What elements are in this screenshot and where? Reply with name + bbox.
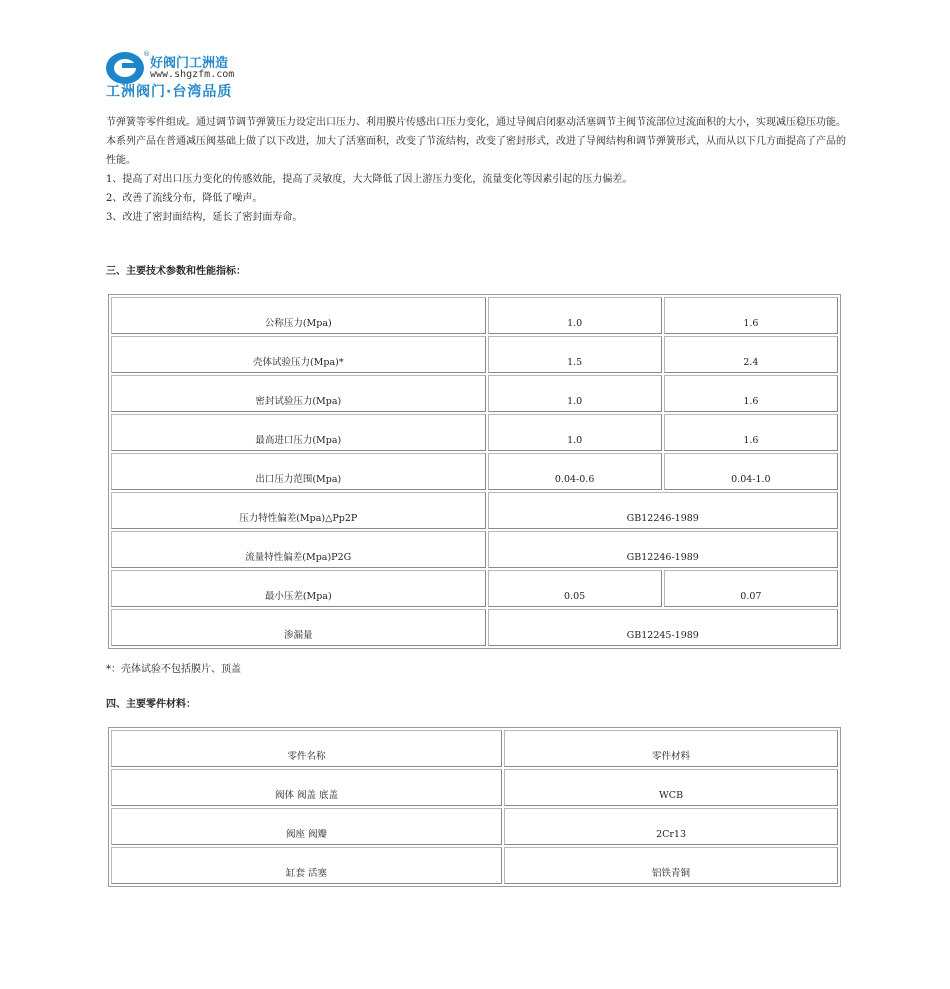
- value-cell: 1.0: [488, 414, 662, 451]
- logo-tagline: 好阀门工洲造: [150, 56, 229, 71]
- logo-url: www.shgzfm.com: [150, 69, 235, 80]
- part-name-cell: 缸套 活塞: [111, 847, 502, 884]
- table-row: [111, 492, 838, 529]
- table-row: [111, 769, 838, 806]
- table-row: [111, 570, 838, 607]
- table-row: [111, 609, 838, 646]
- logo-brand: 工洲阀门·台湾品质: [106, 84, 233, 100]
- header-cell: 零件名称: [111, 730, 502, 767]
- value-cell: 1.0: [488, 375, 662, 412]
- material-cell: 铝铁青铜: [504, 847, 838, 884]
- table-row: [111, 414, 838, 451]
- section3-heading: 三、主要技术参数和性能指标：: [106, 266, 246, 277]
- value-cell: 1.6: [664, 297, 838, 334]
- standard-cell: GB12246-1989: [488, 492, 838, 529]
- registered-mark: ®: [143, 50, 150, 58]
- value-cell: 0.04-1.0: [664, 453, 838, 490]
- footnote: *：壳体试验不包括膜片、顶盖: [106, 664, 241, 675]
- value-cell: 1.0: [488, 297, 662, 334]
- param-name-cell: 流量特性偏差(Mpa)P2G: [111, 531, 486, 568]
- section4-heading: 四、主要零件材料：: [106, 699, 196, 710]
- value-cell: 0.07: [664, 570, 838, 607]
- standard-cell: GB12245-1989: [488, 609, 838, 646]
- table-row: [111, 531, 838, 568]
- param-name-cell: 压力特性偏差(Mpa)△Pp2P: [111, 492, 486, 529]
- table-row: [111, 730, 838, 767]
- table-row: [111, 847, 838, 884]
- param-name-cell: 密封试验压力(Mpa): [111, 375, 486, 412]
- param-name-cell: 公称压力(Mpa): [111, 297, 486, 334]
- table-row: [111, 808, 838, 845]
- param-name-cell: 渗漏量: [111, 609, 486, 646]
- standard-cell: GB12246-1989: [488, 531, 838, 568]
- intro-paragraph: 节弹簧等零件组成。通过调节调节弹簧压力设定出口压力、利用膜片传感出口压力变化，通过导阀启闭驱动活塞调节主阀节流部位过流面积的大小，实现减压稳压功能。: [106, 117, 846, 128]
- value-cell: 1.6: [664, 414, 838, 451]
- intro-paragraph: 本系列产品在普通减压阀基础上做了以下改进，加大了活塞面积，改变了节流结构，改变了密封形式，改进了导阀结构和调节弹簧形式，从而从以下几方面提高了产品的性能。: [106, 136, 846, 166]
- param-name-cell: 出口压力范围(Mpa): [111, 453, 486, 490]
- param-name-cell: 壳体试验压力(Mpa)*: [111, 336, 486, 373]
- param-name-cell: 最高进口压力(Mpa): [111, 414, 486, 451]
- header-cell: 零件材料: [504, 730, 838, 767]
- material-table: [108, 727, 841, 887]
- improvement-item: 3、改进了密封面结构，延长了密封面寿命。: [106, 212, 303, 223]
- spec-table: [108, 294, 841, 649]
- value-cell: 2.4: [664, 336, 838, 373]
- company-logo: [106, 50, 246, 100]
- value-cell: 1.6: [664, 375, 838, 412]
- table-row: [111, 375, 838, 412]
- param-name-cell: 最小压差(Mpa): [111, 570, 486, 607]
- value-cell: 0.04-0.6: [488, 453, 662, 490]
- improvement-item: 1、提高了对出口压力变化的传感效能，提高了灵敏度，大大降低了因上游压力变化，流量变化等因素引起的压力偏差。: [106, 174, 633, 185]
- table-row: [111, 297, 838, 334]
- value-cell: 1.5: [488, 336, 662, 373]
- improvement-item: 2、改善了流线分布，降低了噪声。: [106, 193, 263, 204]
- intro-text: [106, 113, 851, 227]
- table-row: [111, 336, 838, 373]
- part-name-cell: 阀体 阀盖 底盖: [111, 769, 502, 806]
- value-cell: 0.05: [488, 570, 662, 607]
- logo-g-icon: [106, 50, 150, 84]
- material-cell: WCB: [504, 769, 838, 806]
- material-cell: 2Cr13: [504, 808, 838, 845]
- part-name-cell: 阀座 阀瓣: [111, 808, 502, 845]
- table-row: [111, 453, 838, 490]
